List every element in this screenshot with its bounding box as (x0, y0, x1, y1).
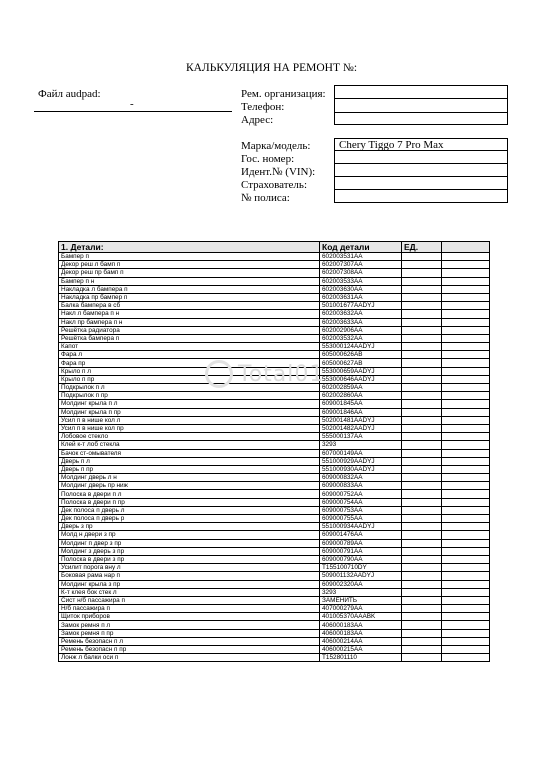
extra-cell (442, 269, 490, 277)
part-name-cell: Бампер п (59, 253, 320, 261)
extra-cell (442, 302, 490, 310)
part-name-cell: Подкрылок п пр (59, 392, 320, 400)
file-dash: - (130, 98, 134, 110)
extra-cell (442, 465, 490, 473)
part-code-cell: 609002320AA (320, 580, 402, 588)
extra-cell (442, 515, 490, 523)
part-name-cell: Капот (59, 343, 320, 351)
extra-cell (442, 253, 490, 261)
unit-cell (402, 465, 442, 473)
unit-cell (402, 375, 442, 383)
part-name-cell: Лобовое стекло (59, 433, 320, 441)
table-row (59, 302, 490, 310)
table-row (59, 621, 490, 629)
model-field[interactable]: Chery Tiggo 7 Pro Max (334, 138, 508, 151)
unit-cell (402, 498, 442, 506)
table-row (59, 515, 490, 523)
unit-cell (402, 449, 442, 457)
table-row (59, 269, 490, 277)
part-name-cell: Лонж л балки оси п (59, 654, 320, 662)
insured-field[interactable] (334, 177, 508, 190)
extra-cell (442, 555, 490, 563)
vin-field[interactable] (334, 164, 508, 177)
part-code-cell: 509001132AADYJ (320, 572, 402, 580)
part-code-cell: 553000124AADYJ (320, 343, 402, 351)
table-row (59, 555, 490, 563)
extra-cell (442, 277, 490, 285)
unit-cell (402, 302, 442, 310)
unit-cell (402, 277, 442, 285)
extra-cell (442, 621, 490, 629)
part-name-cell: Подкрылок п л (59, 384, 320, 392)
table-row (59, 277, 490, 285)
part-name-cell: Полоска в двери з пр (59, 555, 320, 563)
file-underline (34, 111, 232, 112)
unit-cell (402, 285, 442, 293)
part-name-cell: Дек полоса п дверь р (59, 515, 320, 523)
part-name-cell: Полоска в двери п л (59, 490, 320, 498)
extra-cell (442, 384, 490, 392)
part-code-cell: 406000214AA (320, 637, 402, 645)
unit-cell (402, 506, 442, 514)
part-code-cell: 605000627AB (320, 359, 402, 367)
part-code-cell: 602003630AA (320, 285, 402, 293)
extra-cell (442, 564, 490, 572)
unit-cell (402, 261, 442, 269)
extra-cell (442, 482, 490, 490)
extra-cell (442, 547, 490, 555)
extra-cell (442, 539, 490, 547)
part-name-cell: Бачок ст-омывателя (59, 449, 320, 457)
unit-cell (402, 588, 442, 596)
unit-cell (402, 253, 442, 261)
extra-cell (442, 375, 490, 383)
part-name-cell: Клей к-т лоб стекла (59, 441, 320, 449)
part-code-cell: 602002859AA (320, 384, 402, 392)
unit-cell (402, 531, 442, 539)
table-row (59, 498, 490, 506)
part-code-cell: 3293 (320, 588, 402, 596)
extra-cell (442, 613, 490, 621)
part-name-cell: Щиток приборов (59, 613, 320, 621)
table-row (59, 343, 490, 351)
org-label: Рем. организация: (241, 88, 326, 100)
part-name-cell: Крыло п пр (59, 375, 320, 383)
model-label: Марка/модель: (241, 140, 311, 152)
part-name-cell: Накладка л бампера п (59, 285, 320, 293)
extra-cell (442, 654, 490, 662)
table-row (59, 285, 490, 293)
part-code-cell: 609001846AA (320, 408, 402, 416)
part-name-cell: Молдинг крыла з пр (59, 580, 320, 588)
extra-cell (442, 531, 490, 539)
part-code-cell: T152801110 (320, 654, 402, 662)
table-row (59, 408, 490, 416)
table-row (59, 531, 490, 539)
unit-cell (402, 433, 442, 441)
unit-cell (402, 392, 442, 400)
extra-cell (442, 629, 490, 637)
extra-cell (442, 343, 490, 351)
part-code-cell: 551000930AADYJ (320, 465, 402, 473)
header-part-code: Код детали (320, 242, 402, 253)
table-row (59, 588, 490, 596)
part-code-cell: 602003532AA (320, 334, 402, 342)
part-name-cell: Балка бампера в сб (59, 302, 320, 310)
extra-cell (442, 646, 490, 654)
part-name-cell: Полоска в двери п пр (59, 498, 320, 506)
unit-cell (402, 621, 442, 629)
file-label: Файл audpad: (38, 88, 101, 100)
extra-cell (442, 637, 490, 645)
unit-cell (402, 555, 442, 563)
table-row (59, 253, 490, 261)
part-name-cell: Дверь з пр (59, 523, 320, 531)
extra-cell (442, 400, 490, 408)
part-code-cell: 602007308AA (320, 269, 402, 277)
watermark-logo-icon (205, 360, 233, 388)
table-row (59, 637, 490, 645)
table-row (59, 465, 490, 473)
extra-cell (442, 490, 490, 498)
extra-cell (442, 367, 490, 375)
part-name-cell: Дверь п пр (59, 465, 320, 473)
unit-cell (402, 334, 442, 342)
part-code-cell: 553000646AADYJ (320, 375, 402, 383)
part-code-cell: 407000279AA (320, 605, 402, 613)
part-name-cell: Сист н/б пассажира п (59, 596, 320, 604)
unit-cell (402, 293, 442, 301)
unit-cell (402, 596, 442, 604)
extra-cell (442, 588, 490, 596)
unit-cell (402, 351, 442, 359)
part-code-cell: 609000833AA (320, 482, 402, 490)
unit-cell (402, 547, 442, 555)
table-row (59, 261, 490, 269)
part-code-cell: ЗАМЕНИТЬ (320, 596, 402, 604)
part-name-cell: Дверь п л (59, 457, 320, 465)
part-code-cell: 551000934AADYJ (320, 523, 402, 531)
part-name-cell: Молдинг з дверь з пр (59, 547, 320, 555)
address-field[interactable] (334, 113, 508, 125)
phone-label: Телефон: (241, 101, 285, 113)
part-name-cell: Молдинг п двер з пр (59, 539, 320, 547)
part-name-cell: Дек полоса п дверь л (59, 506, 320, 514)
vin-label: Идент.№ (VIN): (241, 166, 316, 178)
extra-cell (442, 572, 490, 580)
extra-cell (442, 334, 490, 342)
part-name-cell: Решётка бампера п (59, 334, 320, 342)
extra-cell (442, 457, 490, 465)
unit-cell (402, 441, 442, 449)
parts-table-header (59, 242, 490, 253)
table-row (59, 564, 490, 572)
part-code-cell: 502001481AADYJ (320, 416, 402, 424)
table-row (59, 629, 490, 637)
unit-cell (402, 539, 442, 547)
part-code-cell: 553000659AADYJ (320, 367, 402, 375)
part-name-cell: Ремень безопасн п пр (59, 646, 320, 654)
org-field[interactable] (334, 85, 508, 99)
table-row (59, 400, 490, 408)
table-row (59, 539, 490, 547)
table-row (59, 334, 490, 342)
extra-cell (442, 441, 490, 449)
plate-field[interactable] (334, 151, 508, 164)
part-name-cell: Усил п в нише кол л (59, 416, 320, 424)
table-row (59, 596, 490, 604)
extra-cell (442, 351, 490, 359)
part-code-cell: 551000929AADYJ (320, 457, 402, 465)
header-parts: 1. Детали: (59, 242, 320, 253)
extra-cell (442, 310, 490, 318)
table-row (59, 482, 490, 490)
part-name-cell: Боковая рама нар п (59, 572, 320, 580)
part-code-cell: 605000626AB (320, 351, 402, 359)
unit-cell (402, 490, 442, 498)
extra-cell (442, 605, 490, 613)
part-name-cell: Усилит порога вну л (59, 564, 320, 572)
insured-label: Страхователь: (241, 179, 307, 191)
table-row (59, 433, 490, 441)
header-unit: ЕД. (402, 242, 442, 253)
part-code-cell: 607000149AA (320, 449, 402, 457)
watermark-text: Total01 (238, 362, 325, 387)
part-code-cell: 609000755AA (320, 515, 402, 523)
table-row (59, 580, 490, 588)
extra-cell (442, 433, 490, 441)
part-code-cell: 602007307AA (320, 261, 402, 269)
table-row (59, 523, 490, 531)
extra-cell (442, 293, 490, 301)
extra-cell (442, 416, 490, 424)
table-row (59, 506, 490, 514)
table-row (59, 646, 490, 654)
parts-table-body (59, 253, 490, 662)
part-code-cell: 609001476AA (320, 531, 402, 539)
extra-cell (442, 506, 490, 514)
unit-cell (402, 367, 442, 375)
unit-cell (402, 646, 442, 654)
phone-field[interactable] (334, 99, 508, 113)
part-code-cell: 602003533AA (320, 277, 402, 285)
part-code-cell: 502001482AADYJ (320, 424, 402, 432)
part-code-cell: 609000753AA (320, 506, 402, 514)
table-row (59, 490, 490, 498)
part-name-cell: Фара л (59, 351, 320, 359)
part-name-cell: Декор реш пр бамп п (59, 269, 320, 277)
table-row (59, 572, 490, 580)
unit-cell (402, 605, 442, 613)
extra-cell (442, 261, 490, 269)
part-code-cell: 609000790AA (320, 555, 402, 563)
part-name-cell: К-т клея бок стек л (59, 588, 320, 596)
unit-cell (402, 424, 442, 432)
extra-cell (442, 318, 490, 326)
extra-cell (442, 449, 490, 457)
policy-field[interactable] (334, 190, 508, 203)
part-code-cell: 602003531AA (320, 253, 402, 261)
extra-cell (442, 523, 490, 531)
unit-cell (402, 359, 442, 367)
part-name-cell: Ремень безопасн п л (59, 637, 320, 645)
unit-cell (402, 269, 442, 277)
unit-cell (402, 310, 442, 318)
part-code-cell: 602003633AA (320, 318, 402, 326)
part-name-cell: Молд н двери з пр (59, 531, 320, 539)
table-row (59, 605, 490, 613)
table-row (59, 613, 490, 621)
unit-cell (402, 613, 442, 621)
table-row (59, 474, 490, 482)
part-name-cell: Замок ремня п л (59, 621, 320, 629)
part-name-cell: Молдинг дверь л н (59, 474, 320, 482)
part-name-cell: Накл л бампера п н (59, 310, 320, 318)
header-extra (442, 242, 490, 253)
part-code-cell: 401005370AAABK (320, 613, 402, 621)
part-code-cell: 602003631AA (320, 293, 402, 301)
part-code-cell: T155100710DY (320, 564, 402, 572)
unit-cell (402, 326, 442, 334)
part-name-cell: Накладка пр бампер п (59, 293, 320, 301)
part-name-cell: Бампер п н (59, 277, 320, 285)
table-row (59, 457, 490, 465)
part-name-cell: Молдинг дверь пр ниж (59, 482, 320, 490)
table-row (59, 416, 490, 424)
unit-cell (402, 637, 442, 645)
extra-cell (442, 424, 490, 432)
address-label: Адрес: (241, 114, 274, 126)
extra-cell (442, 474, 490, 482)
part-name-cell: Декор реш л бамп п (59, 261, 320, 269)
extra-cell (442, 498, 490, 506)
part-code-cell: 406000215AA (320, 646, 402, 654)
part-code-cell: 3293 (320, 441, 402, 449)
unit-cell (402, 416, 442, 424)
unit-cell (402, 400, 442, 408)
part-name-cell: Молдинг крыла п л (59, 400, 320, 408)
table-row (59, 449, 490, 457)
table-row (59, 351, 490, 359)
unit-cell (402, 564, 442, 572)
document-title: КАЛЬКУЛЯЦИЯ НА РЕМОНТ №: (185, 62, 358, 74)
policy-label: № полиса: (241, 192, 290, 204)
unit-cell (402, 482, 442, 490)
table-row (59, 424, 490, 432)
part-code-cell: 602003632AA (320, 310, 402, 318)
part-code-cell: 609001845AA (320, 400, 402, 408)
unit-cell (402, 515, 442, 523)
extra-cell (442, 596, 490, 604)
table-row (59, 392, 490, 400)
unit-cell (402, 343, 442, 351)
part-code-cell: 609000832AA (320, 474, 402, 482)
extra-cell (442, 408, 490, 416)
part-code-cell: 609000752AA (320, 490, 402, 498)
part-name-cell: Молдинг крыла п пр (59, 408, 320, 416)
table-row (59, 293, 490, 301)
unit-cell (402, 384, 442, 392)
part-name-cell: Замок ремня п пр (59, 629, 320, 637)
unit-cell (402, 408, 442, 416)
unit-cell (402, 629, 442, 637)
extra-cell (442, 326, 490, 334)
part-name-cell: Усил п в нише кол пр (59, 424, 320, 432)
unit-cell (402, 572, 442, 580)
table-row (59, 318, 490, 326)
parts-table (58, 241, 490, 662)
part-code-cell: 555000137AA (320, 433, 402, 441)
part-code-cell: 406000183AA (320, 621, 402, 629)
part-code-cell: 609000791AA (320, 547, 402, 555)
extra-cell (442, 392, 490, 400)
extra-cell (442, 359, 490, 367)
part-code-cell: 609000754AA (320, 498, 402, 506)
unit-cell (402, 457, 442, 465)
table-row (59, 654, 490, 662)
part-code-cell: 609000789AA (320, 539, 402, 547)
part-name-cell: Н/б пассажира п (59, 605, 320, 613)
part-name-cell: Решётка радиатора (59, 326, 320, 334)
part-code-cell: 406000183AA (320, 629, 402, 637)
part-name-cell: Фара пр (59, 359, 320, 367)
extra-cell (442, 285, 490, 293)
part-name-cell: Накл пр бампера п н (59, 318, 320, 326)
unit-cell (402, 580, 442, 588)
unit-cell (402, 474, 442, 482)
plate-label: Гос. номер: (241, 153, 295, 165)
table-row (59, 310, 490, 318)
unit-cell (402, 654, 442, 662)
part-code-cell: 602002860AA (320, 392, 402, 400)
extra-cell (442, 580, 490, 588)
table-row (59, 326, 490, 334)
table-row (59, 441, 490, 449)
part-code-cell: 602002906AA (320, 326, 402, 334)
table-row (59, 547, 490, 555)
unit-cell (402, 318, 442, 326)
unit-cell (402, 523, 442, 531)
part-code-cell: 501001677AADYJ (320, 302, 402, 310)
part-name-cell: Крыло п л (59, 367, 320, 375)
